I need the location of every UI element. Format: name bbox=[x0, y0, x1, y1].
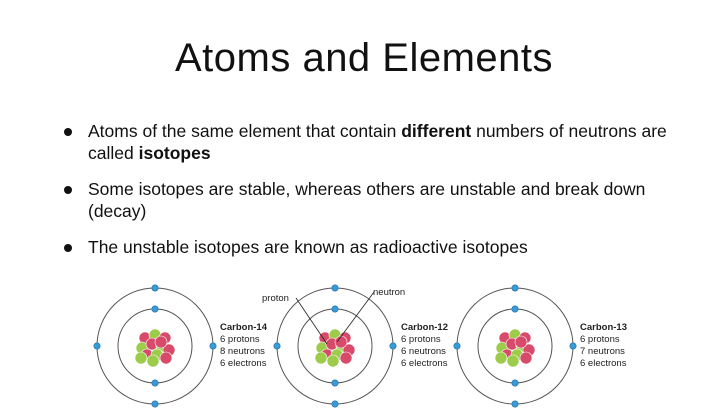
electron bbox=[512, 380, 518, 386]
atom-name-label: Carbon-13 bbox=[580, 322, 627, 333]
electron bbox=[454, 343, 460, 349]
atom-model bbox=[274, 285, 396, 407]
electron bbox=[390, 343, 396, 349]
electron bbox=[152, 285, 158, 291]
atom-neutrons-label: 8 neutrons bbox=[220, 346, 265, 357]
atom-neutrons-label: 6 neutrons bbox=[401, 346, 446, 357]
bullet-emphasis-isotopes: isotopes bbox=[138, 143, 211, 163]
bullet-text-part: Atoms of the same element that contain bbox=[88, 121, 402, 141]
isotope-diagram bbox=[90, 282, 650, 410]
bullet-item-radioactive bbox=[58, 236, 698, 258]
electron bbox=[152, 380, 158, 386]
neutron-callout-label: neutron bbox=[373, 287, 406, 298]
proton bbox=[160, 352, 172, 364]
neutron bbox=[495, 352, 507, 364]
electron bbox=[512, 401, 518, 407]
atom-protons-label: 6 protons bbox=[220, 334, 260, 345]
atom-electrons-label: 6 electrons bbox=[580, 358, 627, 369]
neutron bbox=[135, 352, 147, 364]
proton-callout-label: proton bbox=[262, 293, 289, 304]
bullet-item-stable bbox=[58, 178, 698, 222]
atom-name-label: Carbon-14 bbox=[220, 322, 267, 333]
atom-electrons-label: 6 electrons bbox=[220, 358, 267, 369]
electron bbox=[512, 285, 518, 291]
bullet-text-part: numbers of neutrons are called bbox=[88, 121, 667, 163]
atom-model bbox=[454, 285, 576, 407]
bullet-list bbox=[58, 120, 698, 272]
electron bbox=[332, 306, 338, 312]
proton bbox=[155, 336, 167, 348]
atoms-layer bbox=[94, 285, 576, 407]
neutron bbox=[507, 355, 519, 367]
slide-title: Atoms and Elements bbox=[174, 36, 554, 80]
electron bbox=[94, 343, 100, 349]
neutron bbox=[327, 355, 339, 367]
proton-callout-line bbox=[296, 298, 327, 344]
atom-name-label: Carbon-12 bbox=[401, 322, 448, 333]
atom-neutrons-label: 7 neutrons bbox=[580, 346, 625, 357]
proton bbox=[520, 352, 532, 364]
bullet-item-isotopes bbox=[58, 120, 698, 164]
atom-electrons-label: 6 electrons bbox=[401, 358, 448, 369]
bullet-emphasis-different: different bbox=[401, 121, 472, 141]
electron bbox=[210, 343, 216, 349]
bullet-text: The unstable isotopes are known as radioactive isotopes bbox=[88, 237, 528, 257]
neutron bbox=[315, 352, 327, 364]
electron bbox=[332, 285, 338, 291]
electron bbox=[332, 380, 338, 386]
bullet-dot bbox=[64, 186, 72, 194]
neutron bbox=[147, 355, 159, 367]
electron bbox=[152, 306, 158, 312]
proton bbox=[335, 336, 347, 348]
electron bbox=[332, 401, 338, 407]
atom-protons-label: 6 protons bbox=[401, 334, 441, 345]
bullet-text: Some isotopes are stable, whereas others are unstable and break down (decay) bbox=[88, 179, 646, 221]
atom-model bbox=[94, 285, 216, 407]
bullet-dot bbox=[64, 244, 72, 252]
electron bbox=[274, 343, 280, 349]
atom-protons-label: 6 protons bbox=[580, 334, 620, 345]
bullet-dot bbox=[64, 128, 72, 136]
proton bbox=[340, 352, 352, 364]
neutron-callout-line bbox=[337, 292, 374, 342]
electron bbox=[570, 343, 576, 349]
proton bbox=[515, 336, 527, 348]
electron bbox=[512, 306, 518, 312]
electron bbox=[152, 401, 158, 407]
